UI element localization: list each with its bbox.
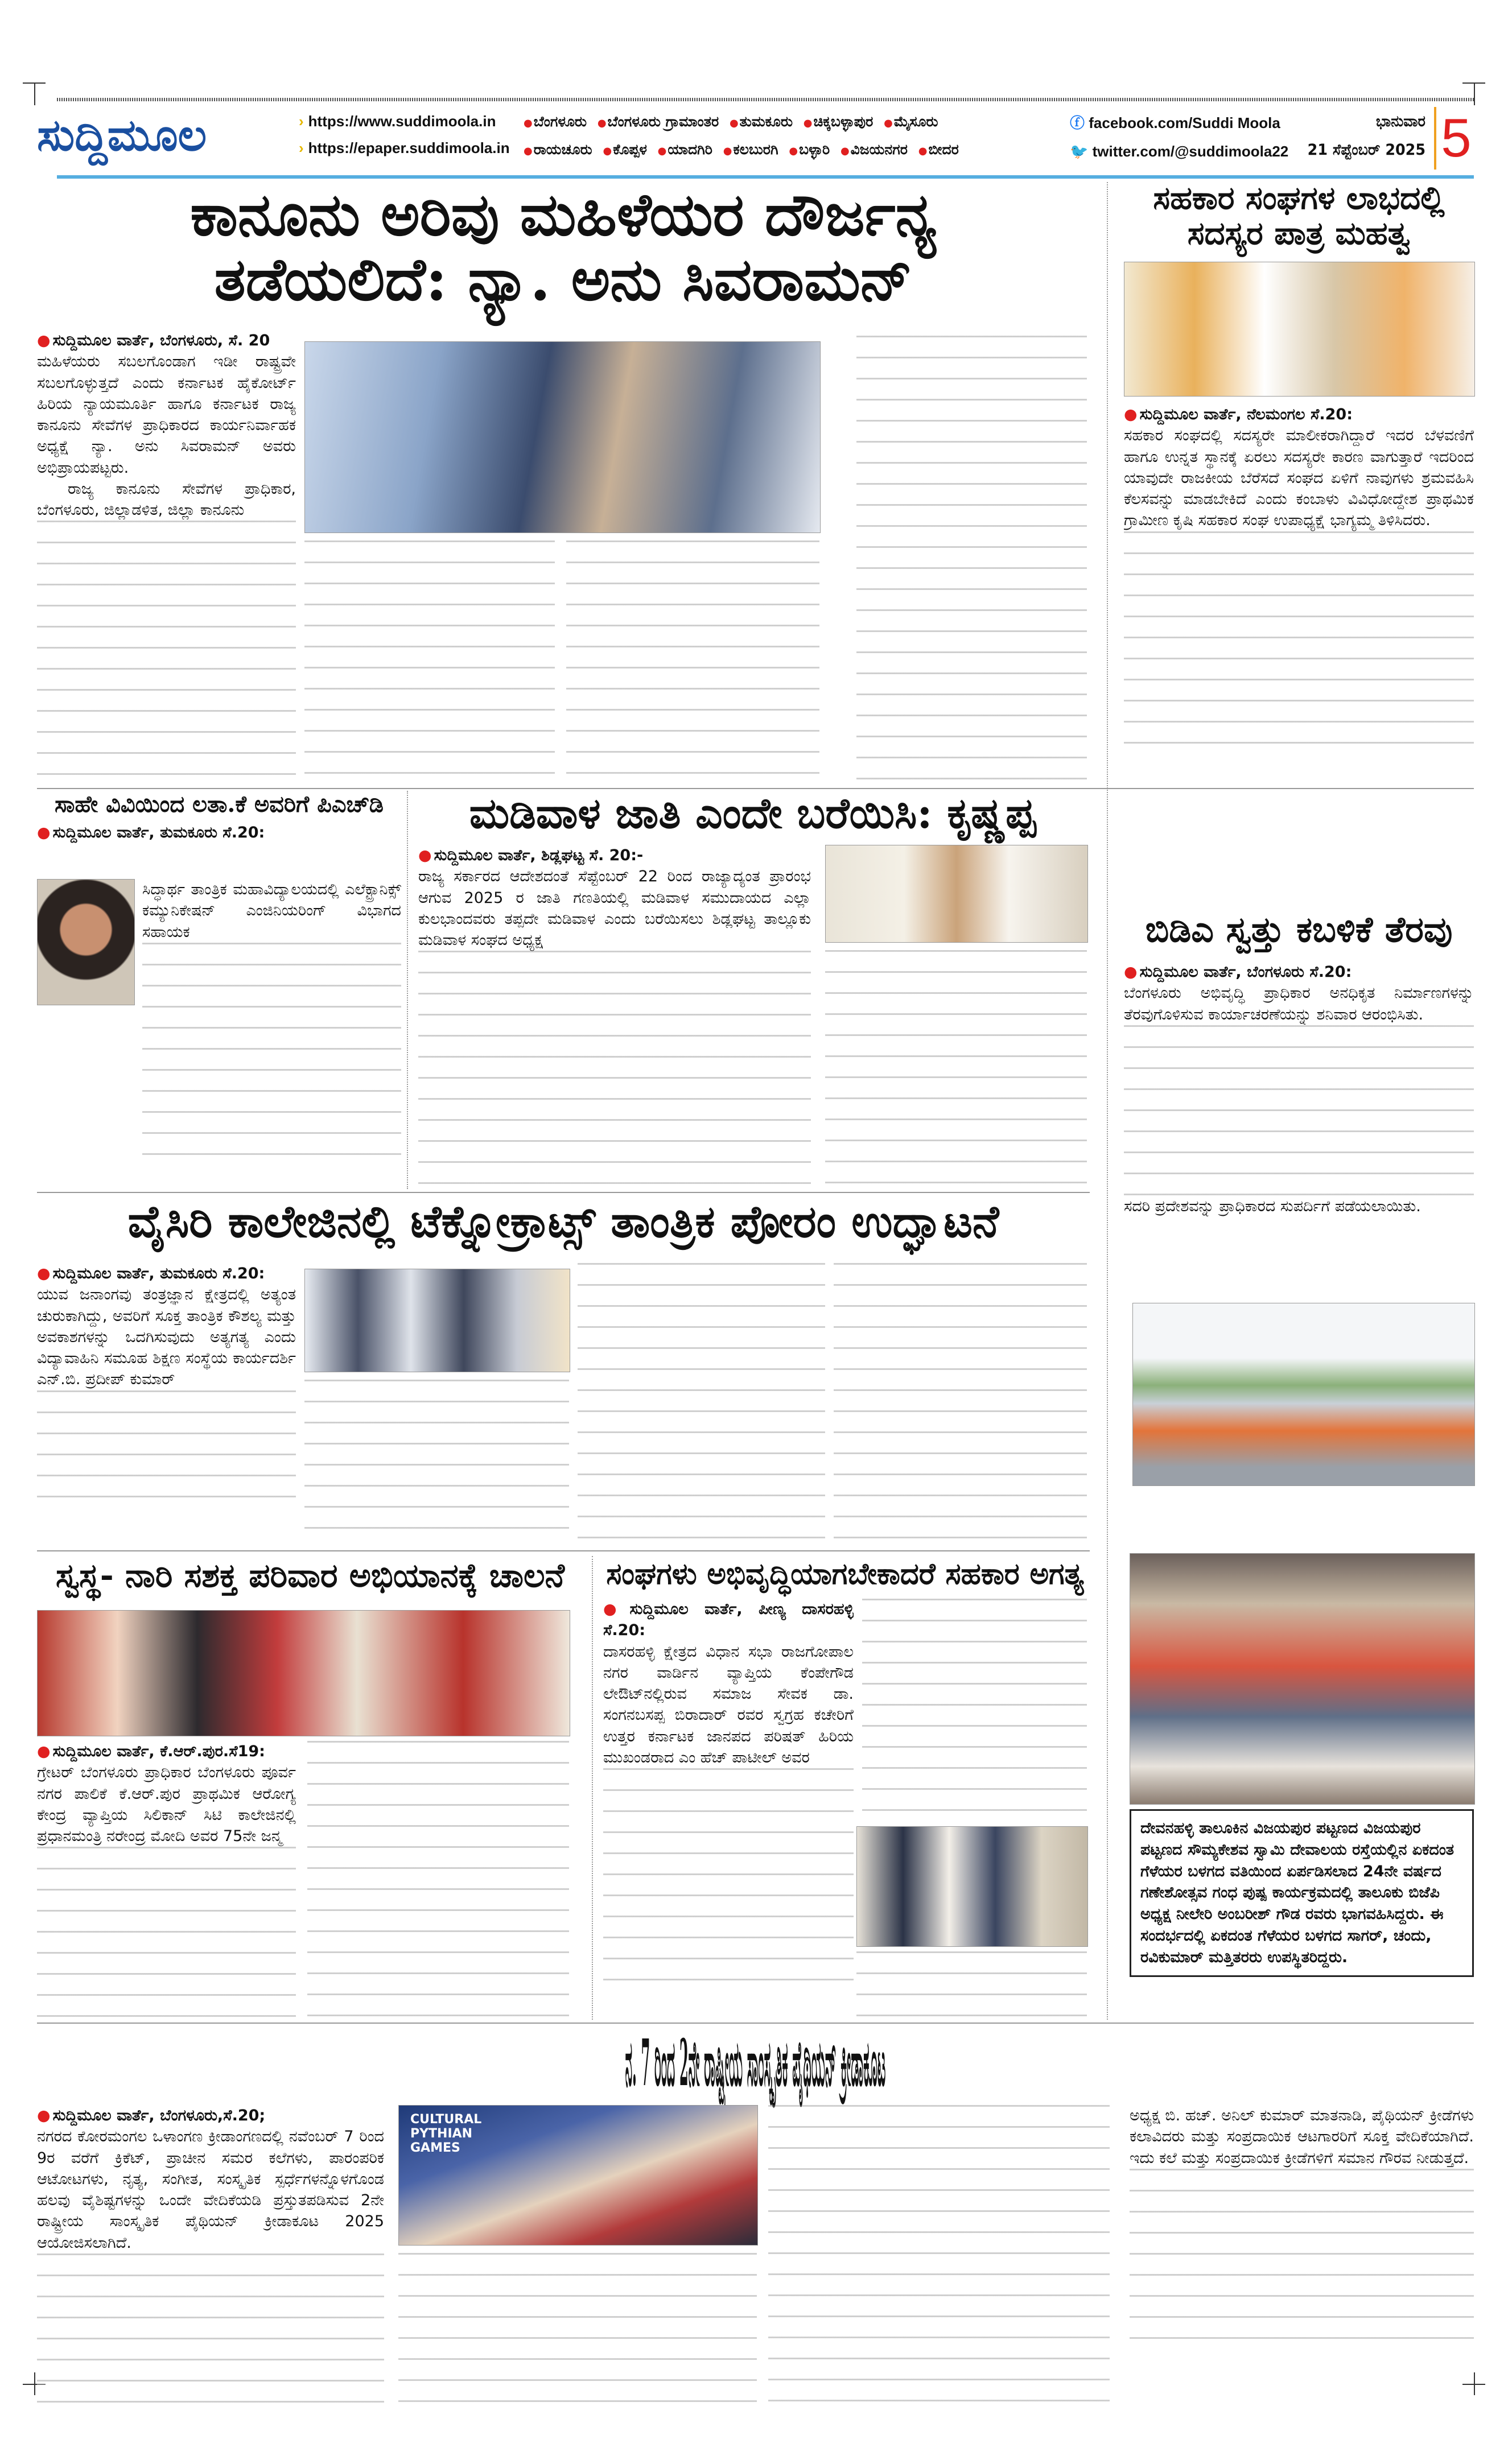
ganesha-event-photo	[1130, 1553, 1475, 1805]
article-body: ಅಧ್ಯಕ್ಷ ಬಿ. ಹಚ್. ಅನಿಲ್ ಕುಮಾರ್ ಮಾತನಾಡಿ, ಪೈಥಿಯನ್ ಕ್ರೀಡೆಗಳು ಕಲಾವಿದರು ಮತ್ತು ಸಂಪ್ರದಾಯಿಕ ಆಟಗಾರರಿಗೆ ಸೂಕ್ತ ವೇದಿಕೆಯಾಗಿದೆ. ಇದು ಕಲೆ ಮತ್ತು ಸಂಪ್ರದಾಯಿಕ ಕ್ರೀಡೆಗಳಿಗೆ ಸಮಾನ ಗೌರವ ನೀಡುತ್ತದೆ.	[1130, 2107, 1474, 2167]
madivala-article	[418, 845, 811, 1186]
cooperative-headline: ಸಹಕಾರ ಸಂಘಗಳ ಲಾಭದಲ್ಲಿ ಸದಸ್ಯರ ಪಾತ್ರ ಮಹತ್ವ	[1153, 179, 1445, 252]
pythian-photo	[398, 2105, 758, 2246]
dateline: ● ಸುದ್ದಿಮೂಲ ವಾರ್ತೆ, ಪೀಣ್ಯ ದಾಸರಹಳ್ಳಿ ಸೆ.20:	[603, 1599, 854, 1641]
issue-date-text: 21 ಸೆಪ್ಟೆಂಬರ್ 2025	[1307, 141, 1425, 159]
article-body: ಯುವ ಜನಾಂಗವು ತಂತ್ರಜ್ಞಾನ ಕ್ಷೇತ್ರದಲ್ಲಿ ಅತ್ಯಂತ ಚುರುಕಾಗಿದ್ದು, ಅವರಿಗೆ ಸೂಕ್ತ ತಾಂತ್ರಿಕ ಕೌಶಲ್ಯ ಮತ್ತು ಅವಕಾಶಗಳನ್ನು ಒದಗಿಸುವುದು ಅತ್ಯಗತ್ಯ ಎಂದು ವಿದ್ಯಾವಾಹಿನಿ ಸಮೂಹ ಶಿಕ್ಷಣ ಸಂಸ್ಥೆಯ ಕಾರ್ಯದರ್ಶಿ ಎನ್.ಬಿ. ಪ್ರದೀಪ್ ಕುಮಾರ್	[37, 1286, 296, 1389]
column-divider	[1107, 182, 1108, 2020]
swastha-article-col2	[307, 1741, 569, 2020]
edition-city: ● ಮೈಸೂರು	[884, 113, 938, 130]
website-links	[299, 113, 509, 157]
main-article-col3	[566, 540, 819, 779]
dateline: ● ಸುದ್ದಿಮೂಲ ವಾರ್ತೆ, ಬೆಂಗಳೂರು, ಸೆ. 20	[37, 330, 296, 351]
vaisiri-article	[37, 1263, 296, 1542]
edition-city: ● ಬೆಂಗಳೂರು	[524, 113, 587, 130]
phd-article-lead	[37, 822, 401, 874]
sanghagalu-article-col2	[862, 1599, 1087, 1821]
edition-city: ● ಕಲಬುರಗಿ	[723, 141, 778, 158]
dateline: ● ಸುದ್ದಿಮೂಲ ವಾರ್ತೆ, ಬೆಂಗಳೂರು ಸೆ.20:	[1124, 961, 1474, 983]
header-top-rule	[57, 98, 1474, 101]
edition-city: ● ವಿಜಯನಗರ	[840, 141, 908, 158]
cooperative-article	[1124, 404, 1474, 785]
column-divider	[592, 1556, 593, 2020]
twitter-link[interactable]: 🐦 twitter.com/@suddimoola22	[1070, 143, 1289, 160]
dateline: ● ಸುದ್ದಿಮೂಲ ವಾರ್ತೆ, ಬೆಂಗಳೂರು,ಸೆ.20;	[37, 2105, 384, 2126]
main-headline-line1: ಕಾನೂನು ಅರಿವು ಮಹಿಳೆಯರ ದೌರ್ಜನ್ಯ	[190, 179, 937, 249]
article-body: ಬೆಂಗಳೂರು ಅಭಿವೃದ್ಧಿ ಪ್ರಾಧಿಕಾರ ಅನಧಿಕೃತ ನಿರ್ಮಾಣಗಳನ್ನು ತೆರವುಗೊಳಿಸುವ ಕಾರ್ಯಾಚರಣೆಯನ್ನು ಶನಿವಾರ ಆರಂಭಿಸಿತು.	[1124, 984, 1474, 1023]
social-links	[1070, 113, 1297, 162]
crop-mark	[34, 82, 35, 105]
article-body: ಸಹಕಾರ ಸಂಘದಲ್ಲಿ ಸದಸ್ಯರೇ ಮಾಲೀಕರಾಗಿದ್ದಾರೆ ಇದರ ಬೆಳವಣಿಗೆ ಹಾಗೂ ಉನ್ನತ ಸ್ಥಾನಕ್ಕೆ ಏರಲು ಸದಸ್ಯರೇ ಕಾರಣ ವಾಗುತ್ತಾರೆ ಇದರಿಂದ ಯಾವುದೇ ರಾಜಕೀಯ ಬೆರೆಸದೆ ಸಂಘದ ಏಳಿಗೆ ನಾವುಗಳು ಶ್ರಮವಹಿಸಿ ಕೆಲಸವನ್ನು ಮಾಡಬೇಕಿದೆ ಎಂದು ಕಂಬಾಳು ವಿವಿಧೋದ್ದೇಶ ಪ್ರಾಥಮಿಕ ಗ್ರಾಮೀಣ ಕೃಷಿ ಸಹಕಾರ ಸಂಘ ಉಪಾಧ್ಯಕ್ಷೆ ಭಾಗ್ಯಮ್ಮ ತಿಳಿಸಿದರು.	[1124, 427, 1474, 530]
sanghagalu-article-col2-end	[856, 1951, 1087, 2020]
edition-city: ● ಚಿಕ್ಕಬಳ್ಳಾಪುರ	[804, 113, 874, 130]
issue-day: ಭಾನುವಾರ	[1375, 113, 1425, 130]
swastha-headline: ಸ್ವಸ್ಥ- ನಾರಿ ಸಶಕ್ತ ಪರಿವಾರ ಅಭಿಯಾನಕ್ಕೆ ಚಾಲನೆ	[55, 1556, 565, 1595]
twitter-icon: 🐦	[1070, 143, 1089, 160]
edition-cities	[524, 112, 1053, 162]
bda-headline: ಬಿಡಿಎ ಸ್ವತ್ತು ಕಬಳಿಕೆ ತೆರವು	[1145, 909, 1453, 950]
edition-city: ● ಯಾದಗಿರಿ	[658, 141, 712, 158]
edition-city: ● ಬೆಂಗಳೂರು ಗ್ರಾಮಾಂತರ	[598, 113, 719, 130]
cities-row-2	[524, 139, 1053, 162]
main-headline	[37, 179, 1090, 315]
madivala-headline: ಮಡಿವಾಳ ಜಾತಿ ಎಂದೇ ಬರೆಯಿಸಿ: ಕೃಷ್ಣಪ್ಪ	[469, 789, 1036, 838]
madivala-photo	[825, 845, 1088, 943]
edition-city: ● ರಾಯಚೂರು	[524, 141, 592, 158]
section-divider	[37, 1192, 1090, 1193]
sanghagalu-headline: ಸಂಘಗಳು ಅಭಿವೃದ್ಧಿಯಾಗಬೇಕಾದರೆ ಸಹಕಾರ ಅಗತ್ಯ	[606, 1557, 1084, 1591]
madivala-article-col2	[825, 950, 1087, 1186]
pythian-article	[37, 2105, 384, 2412]
edition-city: ● ತುಮಕೂರು	[730, 113, 793, 130]
swastha-photo	[37, 1610, 570, 1736]
pythian-article-col2	[398, 2253, 757, 2412]
dateline: ● ಸುದ್ದಿಮೂಲ ವಾರ್ತೆ, ತುಮಕೂರು ಸೆ.20:	[37, 1263, 296, 1284]
pythian-article-col4	[1130, 2105, 1474, 2412]
phd-headline: ಸಾಹೇ ವಿವಿಯಿಂದ ಲತಾ.ಕೆ ಅವರಿಗೆ ಪಿಎಚ್‌ಡಿ	[55, 791, 384, 818]
edition-city: ● ಬೀದರ	[918, 141, 959, 158]
sanghagalu-photo	[856, 1826, 1088, 1947]
section-divider	[37, 2023, 1474, 2024]
phd-article	[142, 879, 401, 1186]
article-body: ರಾಜ್ಯ ಸರ್ಕಾರದ ಆದೇಶದಂತೆ ಸೆಪ್ಟೆಂಬರ್ 22 ರಿಂದ ರಾಜ್ಯಾದ್ಯಂತ ಪ್ರಾರಂಭ ಆಗುವ 2025 ರ ಜಾತಿ ಗಣತಿಯಲ್ಲಿ ಮಡಿವಾಳ ಸಮುದಾಯದ ಎಲ್ಲಾ ಕುಲಭಾಂದವರು ತಪ್ಪದೇ ಮಡಿವಾಳ ಎಂದು ಬರೆಯಿಸಲು ಶಿಡ್ಲಘಟ್ಟ ತಾಲ್ಲೂಕು ಮಡಿವಾಳ ಸಂಘದ ಅಧ್ಯಕ್ಷ	[418, 868, 811, 949]
section-divider	[37, 1550, 1090, 1551]
crop-mark	[1462, 82, 1485, 84]
crop-mark	[1474, 82, 1475, 105]
facebook-link[interactable]: ⓕ facebook.com/Suddi Moola	[1070, 114, 1280, 131]
dateline: ● ಸುದ್ದಿಮೂಲ ವಾರ್ತೆ, ತುಮಕೂರು ಸೆ.20:	[37, 822, 401, 843]
article-body-closing: ಸದರಿ ಪ್ರದೇಶವನ್ನು ಪ್ರಾಧಿಕಾರದ ಸುಪರ್ದಿಗೆ ಪಡೆಯಲಾಯಿತು.	[1124, 1197, 1421, 1215]
edition-city: ● ಕೊಪ್ಪಳ	[603, 141, 646, 158]
ganesha-photo-caption: ದೇವನಹಳ್ಳಿ ತಾಲೂಕಿನ ವಿಜಯಪುರ ಪಟ್ಟಣದ ವಿಜಯಪುರ ಪಟ್ಟಣದ ಸೌಮ್ಯಕೇಶವ ಸ್ವಾಮಿ ದೇವಾಲಯ ರಸ್ತೆಯಲ್ಲಿನ ಏಕದಂತ ಗೆಳೆಯರ ಬಳಗದ ವತಿಯಿಂದ ಏರ್ಪಡಿಸಲಾದ 24ನೇ ವರ್ಷದ ಗಣೇಶೋತ್ಸವ ಗಂಧ ಪುಷ್ಪ ಕಾರ್ಯಕ್ರಮದಲ್ಲಿ ತಾಲೂಕು ಬಿಜೆಪಿ ಅಧ್ಯಕ್ಷ ನೀಲೇರಿ ಅಂಬರೀಶ್ ಗೌಡ ರವರು ಭಾಗವಹಿಸಿದ್ದರು. ಈ ಸಂದರ್ಭದಲ್ಲಿ ಏಕದಂತ ಗೆಳೆಯರ ಬಳಗದ ಸಾಗರ್, ಚಂದು, ರವಿಕುಮಾರ್ ಮತ್ತಿತರರು ಉಪಸ್ಥಿತರಿದ್ದರು.	[1130, 1809, 1474, 1977]
photo-banner-text: CULTURAL PYTHIAN GAMES	[410, 2112, 482, 2155]
article-body: ಗ್ರೇಟರ್ ಬೆಂಗಳೂರು ಪ್ರಾಧಿಕಾರ ಬೆಂಗಳೂರು ಪೂರ್ವ ನಗರ ಪಾಲಿಕೆ ಕೆ.ಆರ್.ಪುರ ಪ್ರಾಥಮಿಕ ಆರೋಗ್ಯ ಕೇಂದ್ರ ವ್ಯಾಪ್ತಿಯ ಸಿಲಿಕಾನ್ ಸಿಟಿ ಕಾಲೇಜಿನಲ್ಲಿ ಪ್ರಧಾನಮಂತ್ರಿ ನರೇಂದ್ರ ಮೋದಿ ಅವರ 75ನೇ ಜನ್ಮ	[37, 1764, 296, 1845]
vaisiri-photo	[304, 1269, 570, 1372]
article-body: ರಾಜ್ಯ ಕಾನೂನು ಸೇವೆಗಳ ಪ್ರಾಧಿಕಾರ, ಬೆಂಗಳೂರು, ಜಿಲ್ಲಾಡಳಿತ, ಜಿಲ್ಲಾ ಕಾನೂನು	[37, 480, 296, 519]
main-article-col1	[37, 330, 296, 785]
issue-date	[1306, 112, 1425, 160]
vaisiri-article-col4	[834, 1263, 1087, 1542]
epaper-link[interactable]: › https://epaper.suddimoola.in	[299, 139, 509, 157]
pythian-headline: ನ. 7 ರಿಂದ 2ನೇ ರಾಷ್ಟ್ರೀಯ ಸಾಂಸ್ಕೃತಿಕ ಪೈಥಿಯನ್ ಕ್ರೀಡಾಕೂಟ	[625, 2026, 886, 2100]
article-body: ನಗರದ ಕೋರಮಂಗಲ ಒಳಾಂಗಣ ಕ್ರೀಡಾಂಗಣದಲ್ಲಿ ನವೆಂಬರ್ 7 ರಿಂದ 9ರ ವರೆಗೆ ಕ್ರಿಕೆಟ್, ಪ್ರಾಚೀನ ಸಮರ ಕಲೆಗಳು, ಪಾರಂಪರಿಕ ಆಟೋಟಗಳು, ನೃತ್ಯ, ಸಂಗೀತ, ಸಂಸ್ಕೃತಿಕ ಸ್ಪರ್ಧೆಗಳನ್ನೊಳಗೊಂಡ ಹಲವು ವೈಶಿಷ್ಟಗಳನ್ನು ಒಂದೇ ವೇದಿಕೆಯಡಿ ಪ್ರಸ್ತುತಪಡಿಸುವ 2ನೇ ರಾಷ್ಟ್ರೀಯ ಸಾಂಸ್ಕೃತಿಕ ಪೈಥಿಯನ್ ಕ್ರೀಡಾಕೂಟ 2025 ಆಯೋಜಿಸಲಾಗಿದೆ.	[37, 2128, 384, 2252]
main-article-col4	[856, 336, 1087, 785]
facebook-icon: ⓕ	[1070, 114, 1085, 131]
main-headline-line2: ತಡೆಯಲಿದೆ: ನ್ಯಾ. ಅನು ಸಿವರಾಮನ್	[214, 244, 913, 315]
vaisiri-headline: ವೈಸಿರಿ ಕಾಲೇಜಿನಲ್ಲಿ ಟೆಕ್ನೋಕ್ರಾಟ್ಸ್ ತಾಂತ್ರಿಕ ಪೋರಂ ಉದ್ಘಾಟನೆ	[127, 1196, 999, 1248]
edition-city: ● ಬಳ್ಳಾರಿ	[789, 141, 830, 158]
dateline: ● ಸುದ್ದಿಮೂಲ ವಾರ್ತೆ, ನೆಲಮಂಗಲ ಸೆ.20:	[1124, 404, 1474, 425]
page-number: 5	[1434, 107, 1476, 170]
main-article-col2	[304, 540, 555, 779]
cities-row-1	[524, 112, 1053, 134]
dateline: ● ಸುದ್ದಿಮೂಲ ವಾರ್ತೆ, ಶಿಡ್ಲಘಟ್ಟ ಸೆ. 20:-	[418, 845, 811, 866]
article-body: ಮಹಿಳೆಯರು ಸಬಲಗೊಂಡಾಗ ಇಡೀ ರಾಷ್ಟ್ರವೇ ಸಬಲಗೊಳ್ಳುತ್ತದೆ ಎಂದು ಕರ್ನಾಟಕ ಹೈಕೋರ್ಟ್ ಹಿರಿಯ ನ್ಯಾಯಮೂರ್ತಿ ಹಾಗೂ ಕರ್ನಾಟಕ ರಾಜ್ಯ ಕಾನೂನು ಸೇವೆಗಳ ಪ್ರಾಧಿಕಾರದ ಕಾರ್ಯನಿರ್ವಾಹಕ ಅಧ್ಯಕ್ಷೆ ನ್ಯಾ. ಅನು ಸಿವರಾಮನ್ ಅವರು ಅಭಿಪ್ರಾಯಪಟ್ಟರು.	[37, 353, 296, 477]
website-link[interactable]: › https://www.suddimoola.in	[299, 113, 509, 130]
article-body: ಸಿದ್ಧಾರ್ಥ ತಾಂತ್ರಿಕ ಮಹಾವಿದ್ಯಾಲಯದಲ್ಲಿ ಎಲೆಕ್ಟ್ರಾನಿಕ್ಸ್ ಕಮ್ಯುನಿಕೇಷನ್ ಎಂಜಿನಿಯರಿಂಗ್ ವಿಭಾಗದ ಸಹಾಯಕ	[142, 881, 401, 941]
dateline: ● ಸುದ್ದಿಮೂಲ ವಾರ್ತೆ, ಕೆ.ಆರ್.ಪುರ.ಸೆ19:	[37, 1741, 296, 1762]
crop-mark	[23, 82, 46, 84]
vaisiri-article-col2	[304, 1380, 569, 1542]
vaisiri-article-col3	[578, 1263, 825, 1542]
phd-portrait-photo	[37, 879, 135, 1005]
main-article-photo	[304, 341, 821, 533]
cooperative-photo	[1124, 262, 1475, 397]
masthead-logo: ಸುದ್ದಿಮೂಲ	[37, 110, 207, 161]
swastha-article	[37, 1741, 296, 2020]
column-divider	[407, 791, 408, 1189]
bda-demolition-photo	[1132, 1303, 1475, 1486]
sanghagalu-article	[603, 1599, 854, 2020]
bda-article	[1124, 961, 1474, 1294]
header-rule	[57, 175, 1474, 179]
article-body: ದಾಸರಹಳ್ಳಿ ಕ್ಷೇತ್ರದ ವಿಧಾನ ಸಭಾ ರಾಜಗೋಪಾಲ ನಗರ ವಾರ್ಡಿನ ವ್ಯಾಪ್ತಿಯ ಕೆಂಪೇಗೌಡ ಲೇಔಟ್‌ನಲ್ಲಿರುವ ಸಮಾಜ ಸೇವಕ ಡಾ. ಸಂಗನಬಸಪ್ಪ ಬಿರಾದಾರ್ ರವರ ಸ್ವಗ್ರಹ ಕಚೇರಿಗೆ ಉತ್ತರ ಕರ್ನಾಟಕ ಜಾನಪದ ಪರಿಷತ್ ಹಿರಿಯ ಮುಖಂಡರಾದ ಎಂ ಹೆಚ್ ಪಾಟೀಲ್ ಅವರ	[603, 1642, 854, 1767]
pythian-article-col3	[768, 2105, 1110, 2412]
